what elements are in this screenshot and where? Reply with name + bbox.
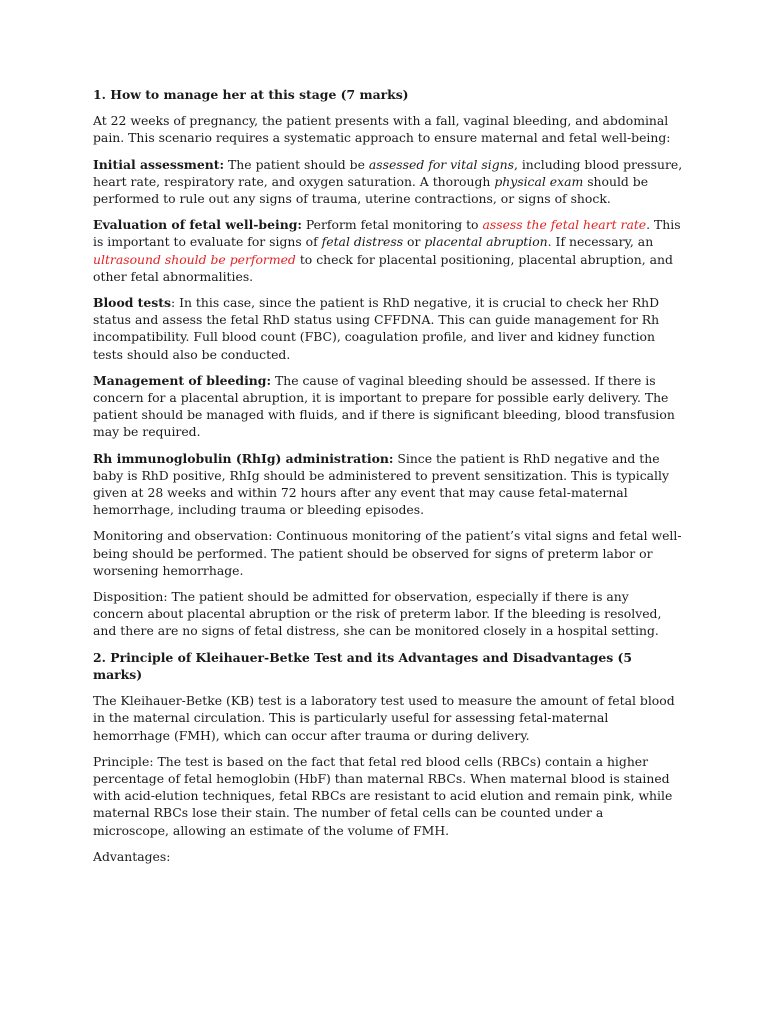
section-1-intro: At 22 weeks of pregnancy, the patient presents with a fall, vaginal bleeding, and abdominal pain. This scenario requires a systematic approach to ensure maternal and fetal well-being: [93,113,671,146]
principle-paragraph: Principle: The test is based on the fact that fetal red blood cells (RBCs) contain a higher percentage of fetal hemoglobin (HbF) than maternal RBCs. When maternal blood is stained with acid-elution techniques, fetal RBCs are resistant to acid elution and remain pink, while maternal RBCs lose their stain. The number of fetal cells can be counted under a microscope, allowing an estimate of the volume of FMH. [93,753,673,838]
text-run: . If necessary, an [547,234,654,250]
text-run: should be performed to rule out any signs of trauma, uterine contractions, or signs of shock. [93,173,649,207]
rhig-label: Rh immunoglobulin (RhIg) administration: [93,450,394,466]
text-run: , including blood pressure, heart rate, respiratory rate, and oxygen saturation. A thorough [93,156,683,189]
section-1-heading: 1. How to manage her at this stage (7 marks) [93,87,409,102]
text-run: or [403,234,425,250]
highlight-fetal-heart-rate: assess the fetal heart rate [482,217,647,233]
blood-tests-paragraph [93,294,683,363]
bleeding-paragraph [93,372,683,441]
emphasis-placental-abruption: placental abruption [424,234,548,250]
emphasis-physical-exam: physical exam [494,173,584,189]
blood-tests-label: Blood tests [93,295,171,311]
emphasis-fetal-distress: fetal distress [321,234,404,250]
monitoring-paragraph: Monitoring and observation: Continuous monitoring of the patient’s vital signs and fetal well-being should be performed. The patient should be observed for signs of preterm labor or worsening hemorrhage. [93,528,682,578]
highlight-ultrasound: ultrasound should be performed [93,251,296,267]
section-2-intro: The Kleihauer-Betke (KB) test is a laboratory test used to measure the amount of fetal blood in the maternal circulation. This is particularly useful for assessing fetal-maternal hemorrhage (FMH), which can occur after trauma or during delivery. [93,693,675,743]
section-2-heading: 2. Principle of Kleihauer-Betke Test and its Advantages and Disadvantages (5 marks) [93,649,633,682]
emphasis-vital-signs: assessed for vital signs [368,156,514,172]
disposition-paragraph: Disposition: The patient should be admitted for observation, especially if there is any concern about placental abruption or the risk of preterm labor. If the bleeding is resolved, and there are no signs of fetal distress, she can be monitored closely in a hospital setting. [93,589,662,639]
text-run: Perform fetal monitoring to [301,217,483,233]
text-run: The cause of vaginal bleeding should be assessed. If there is concern for a placental abruption, it is important to prepare for possible early delivery. The patient should be managed with fluids, and if there is significant bleeding, blood transfusion may be required. [93,372,675,440]
rhig-paragraph [93,450,683,519]
text-run: The patient should be [224,156,369,172]
initial-assessment-paragraph [93,156,683,208]
document-page [93,86,683,874]
bleeding-label: Management of bleeding: [93,372,272,388]
text-run: to check for placental positioning, placental abruption, and other fetal abnormalities. [93,251,673,284]
advantages-label: Advantages: [93,848,171,864]
fetal-wellbeing-label: Evaluation of fetal well-being: [93,217,302,233]
fetal-wellbeing-paragraph [93,216,683,285]
text-run: : In this case, since the patient is RhD negative, it is crucial to check her RhD status and assess the fetal RhD status using CFFDNA. This can guide management for Rh incompatibility. Full blood count (FBC), coagulation profile, and liver and kidney function tests should also be conducted. [93,295,660,362]
text-run: Since the patient is RhD negative and the baby is RhD positive, RhIg should be administered to prevent sensitization. This is typically given at 28 weeks and within 72 hours after any event that may cause fetal-maternal hemorrhage, including trauma or bleeding episodes. [93,450,669,518]
text-run: . This is important to evaluate for signs of [93,217,681,250]
initial-assessment-label: Initial assessment: [93,156,225,172]
